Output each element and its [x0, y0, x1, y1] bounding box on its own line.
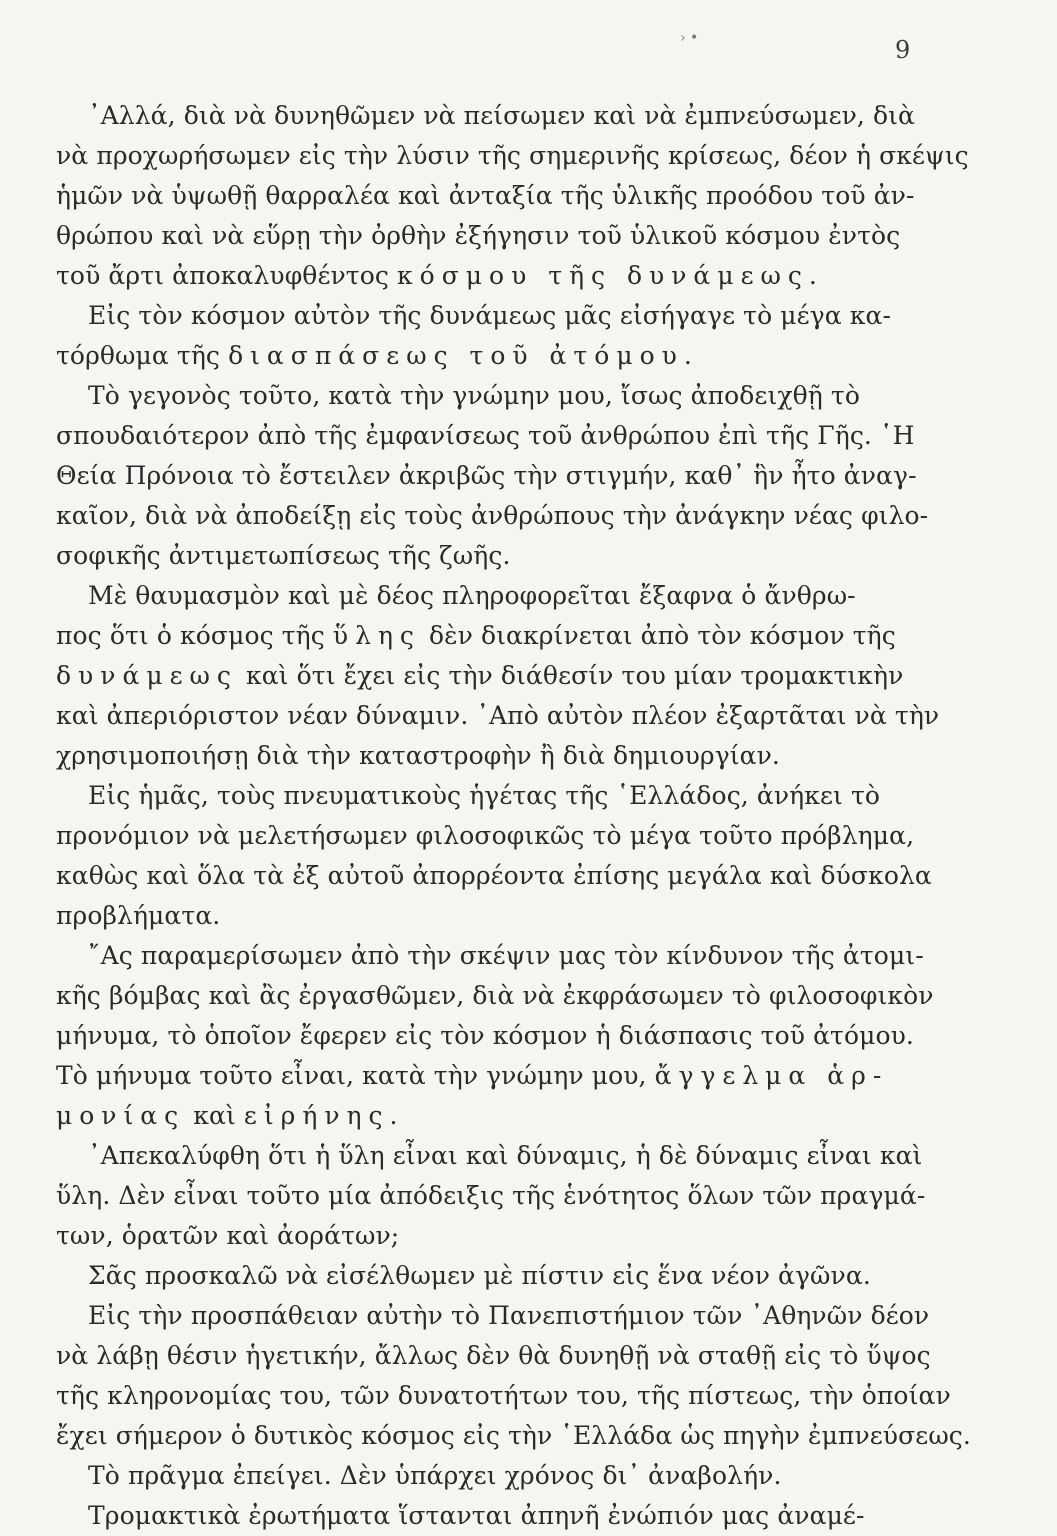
text-segment: χρησιμοποιήσῃ διὰ τὴν καταστροφὴν ἢ διὰ δημιουργίαν.: [56, 741, 780, 770]
text-segment: τῆς κληρονομίας του, τῶν δυνατοτήτων του, τῆς πίστεως, τὴν ὁποίαν: [56, 1381, 951, 1410]
text-line: [56, 536, 1006, 576]
text-line: [56, 336, 1006, 376]
text-segment: Μὲ θαυμασμὸν καὶ μὲ δέος πληροφορεῖται ἔξαφνα ὁ ἄνθρω-: [88, 581, 856, 610]
text-line: [56, 936, 1006, 976]
text-segment: κῆς βόμβας καὶ ἂς ἐργασθῶμεν, διὰ νὰ ἐκφράσωμεν τὸ φιλοσοφικὸν: [56, 981, 934, 1010]
text-line: [56, 1136, 1006, 1176]
text-segment: Τρομακτικὰ ἐρωτήματα ἵστανται ἀπηνῆ ἐνώπιόν μας ἀναμέ-: [88, 1501, 865, 1530]
text-line: [56, 1056, 1006, 1096]
text-segment: πος ὅτι ὁ κόσμος τῆς: [56, 621, 333, 650]
text-segment: καὶ ὅτι ἔχει εἰς τὴν διάθεσίν του μίαν τρομακτικὴν: [237, 661, 904, 690]
text-segment: Θεία Πρόνοια τὸ ἔστειλεν ἀκριβῶς τὴν στιγμήν, καθ᾽ ἣν ἦτο ἀναγ-: [56, 461, 917, 490]
paragraph: [56, 1136, 1006, 1256]
text-segment: μήνυμα, τὸ ὁποῖον ἔφερεν εἰς τὸν κόσμον ἡ διάσπασις τοῦ ἀτόμου.: [56, 1021, 914, 1050]
text-line: [56, 696, 1006, 736]
text-line: [56, 1096, 1006, 1136]
spaced-emphasis-text: διασπάσεως τοῦ ἀτόμου: [228, 341, 684, 370]
text-line: [56, 296, 1006, 336]
paragraph: [56, 296, 1006, 376]
text-line: [56, 1256, 1006, 1296]
spaced-emphasis-text: ἄγγελμα ἁρ-: [654, 1061, 889, 1090]
text-line: [56, 456, 1006, 496]
text-segment: καθὼς καὶ ὅλα τὰ ἐξ αὐτοῦ ἀπορρέοντα ἐπίσης μεγάλα καὶ δύσκολα: [56, 861, 932, 890]
text-line: [56, 616, 1006, 656]
text-segment: Εἰς τὸν κόσμον αὐτὸν τῆς δυνάμεως μᾶς εἰσήγαγε τὸ μέγα κα-: [88, 301, 892, 330]
paragraph: [56, 936, 1006, 1136]
paragraph: [56, 96, 1006, 296]
text-line: [56, 896, 1006, 936]
text-segment: ὕλη. Δὲν εἶναι τοῦτο μία ἀπόδειξις τῆς ἑνότητος ὅλων τῶν πραγμά-: [56, 1181, 926, 1210]
paragraph: [56, 1456, 1006, 1496]
text-line: [56, 216, 1006, 256]
text-segment: .: [389, 1101, 398, 1130]
text-segment: Εἰς ἡμᾶς, τοὺς πνευματικοὺς ἡγέτας τῆς ῾Ελλάδος, ἀνήκει τὸ: [88, 781, 881, 810]
text-segment: δὲν διακρίνεται ἀπὸ τὸν κόσμον τῆς: [420, 621, 896, 650]
paragraph: [56, 1256, 1006, 1296]
text-segment: Εἰς τὴν προσπάθειαν αὐτὴν τὸ Πανεπιστήμιον τῶν ᾽Αθηνῶν δέον: [88, 1301, 930, 1330]
paragraph: [56, 576, 1006, 776]
text-line: [56, 1416, 1006, 1456]
text-line: [56, 976, 1006, 1016]
text-segment: καῖον, διὰ νὰ ἀποδείξῃ εἰς τοὺς ἀνθρώπους τὴν ἀνάγκην νέας φιλο-: [56, 501, 929, 530]
text-segment: Τὸ μήνυμα τοῦτο εἶναι, κατὰ τὴν γνώμην μου,: [56, 1061, 655, 1090]
paragraph: [56, 776, 1006, 936]
spaced-emphasis-text: ὕλης: [332, 621, 421, 650]
text-line: [56, 1176, 1006, 1216]
text-line: [56, 1496, 1006, 1536]
page-mark: › •: [680, 30, 699, 46]
text-segment: τόρθωμα τῆς: [56, 341, 229, 370]
text-segment: Σᾶς προσκαλῶ νὰ εἰσέλθωμεν μὲ πίστιν εἰς ἕνα νέον ἀγῶνα.: [88, 1261, 871, 1290]
text-line: [56, 1336, 1006, 1376]
text-line: [56, 856, 1006, 896]
text-line: [56, 1016, 1006, 1056]
text-line: [56, 176, 1006, 216]
text-line: [56, 416, 1006, 456]
page-number: 9: [895, 36, 911, 64]
spaced-emphasis-text: κόσμου τῆς δυνάμεως: [397, 261, 809, 290]
text-segment: Τὸ πρᾶγμα ἐπείγει. Δὲν ὑπάρχει χρόνος δι᾽ ἀναβολήν.: [88, 1461, 782, 1490]
spaced-emphasis-text: μονίας: [56, 1101, 186, 1130]
text-segment: σπουδαιότερον ἀπὸ τῆς ἐμφανίσεως τοῦ ἀνθρώπου ἐπὶ τῆς Γῆς. ῾Η: [56, 421, 915, 450]
text-line: [56, 776, 1006, 816]
text-line: [56, 376, 1006, 416]
text-segment: τοῦ ἄρτι ἀποκαλυφθέντος: [56, 261, 398, 290]
text-segment: νὰ λάβῃ θέσιν ἡγετικήν, ἄλλως δὲν θὰ δυνηθῇ νὰ σταθῇ εἰς τὸ ὕψος: [56, 1341, 931, 1370]
text-line: [56, 96, 1006, 136]
text-segment: ἔχει σήμερον ὁ δυτικὸς κόσμος εἰς τὴν ῾Ελλάδα ὡς πηγὴν ἐμπνεύσεως.: [56, 1421, 971, 1450]
paragraph: [56, 1296, 1006, 1456]
text-line: [56, 256, 1006, 296]
text-line: [56, 736, 1006, 776]
text-line: [56, 816, 1006, 856]
spaced-emphasis-text: δυνάμεως: [56, 661, 238, 690]
text-line: [56, 1216, 1006, 1256]
text-segment: ᾽Αλλά, διὰ νὰ δυνηθῶμεν νὰ πείσωμεν καὶ νὰ ἐμπνεύσωμεν, διὰ: [88, 101, 916, 130]
text-segment: Τὸ γεγονὸς τοῦτο, κατὰ τὴν γνώμην μου, ἴσως ἀποδειχθῇ τὸ: [88, 381, 860, 410]
text-segment: ῎Ας παραμερίσωμεν ἀπὸ τὴν σκέψιν μας τὸν κίνδυνον τῆς ἀτομι-: [88, 941, 924, 970]
text-segment: προνόμιον νὰ μελετήσωμεν φιλοσοφικῶς τὸ μέγα τοῦτο πρόβλημα,: [56, 821, 915, 850]
text-segment: καὶ: [185, 1101, 244, 1130]
text-segment: ἡμῶν νὰ ὑψωθῇ θαρραλέα καὶ ἀνταξία τῆς ὑλικῆς προόδου τοῦ ἀν-: [56, 181, 915, 210]
text-line: [56, 136, 1006, 176]
text-segment: θρώπου καὶ νὰ εὕρῃ τὴν ὀρθὴν ἐξήγησιν τοῦ ὑλικοῦ κόσμου ἐντὸς: [56, 221, 901, 250]
paragraph: [56, 1496, 1006, 1536]
text-segment: προβλήματα.: [56, 901, 221, 930]
text-segment: σοφικῆς ἀντιμετωπίσεως τῆς ζωῆς.: [56, 541, 511, 570]
text-line: [56, 656, 1006, 696]
text-line: [56, 576, 1006, 616]
text-segment: .: [808, 261, 817, 290]
text-segment: καὶ ἀπεριόριστον νέαν δύναμιν. ᾽Απὸ αὐτὸν πλέον ἐξαρτᾶται νὰ τὴν: [56, 701, 940, 730]
text-segment: .: [683, 341, 692, 370]
text-segment: νὰ προχωρήσωμεν εἰς τὴν λύσιν τῆς σημερινῆς κρίσεως, δέον ἡ σκέψις: [56, 141, 969, 170]
text-line: [56, 1376, 1006, 1416]
text-line: [56, 1296, 1006, 1336]
body-text: [56, 96, 1006, 1536]
paragraph: [56, 376, 1006, 576]
text-line: [56, 496, 1006, 536]
text-segment: των, ὁρατῶν καὶ ἀοράτων;: [56, 1221, 400, 1250]
text-segment: ᾽Απεκαλύφθη ὅτι ἡ ὕλη εἶναι καὶ δύναμις, ἡ δὲ δύναμις εἶναι καὶ: [88, 1141, 923, 1170]
spaced-emphasis-text: εἰρήνης: [243, 1101, 390, 1130]
text-line: [56, 1456, 1006, 1496]
